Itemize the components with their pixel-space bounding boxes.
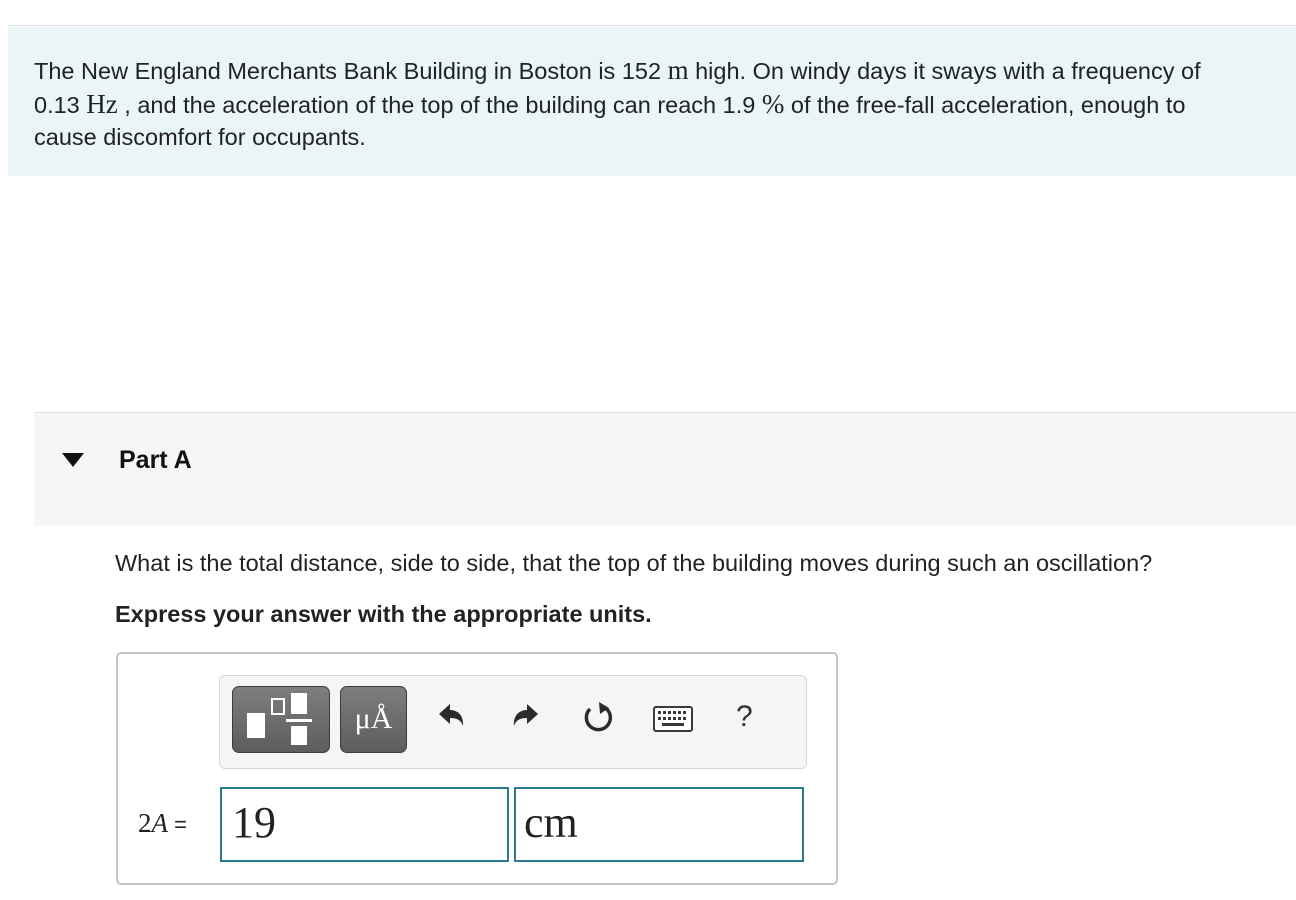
answer-label-equals: = xyxy=(168,812,187,837)
part-title: Part A xyxy=(119,446,192,474)
answer-label-variable: A xyxy=(151,808,168,838)
templates-button[interactable] xyxy=(232,686,330,753)
question-text: What is the total distance, side to side, that the top of the building moves during such an oscillation? xyxy=(115,550,1153,576)
undo-icon[interactable] xyxy=(433,701,467,737)
collapse-caret-icon[interactable] xyxy=(62,453,84,467)
top-divider xyxy=(8,25,1296,26)
templates-icon xyxy=(232,686,330,753)
unit-hertz: Hz xyxy=(86,88,118,119)
keyboard-icon[interactable] xyxy=(653,706,693,734)
problem-text-4: of the free-fall acceleration, enough to cause discomfort for occupants. xyxy=(34,91,1186,150)
answer-label xyxy=(138,808,187,839)
help-icon[interactable]: ? xyxy=(736,700,753,733)
problem-text-2: high. On windy days it sways with a frequency of 0.13 xyxy=(34,58,1201,118)
reset-icon[interactable] xyxy=(581,699,617,737)
redo-icon[interactable] xyxy=(510,701,544,737)
part-a-header[interactable] xyxy=(34,413,1296,526)
answer-label-coefficient: 2 xyxy=(138,808,152,838)
value-input[interactable]: 19 xyxy=(220,787,509,862)
problem-text-3: , and the acceleration of the top of the building can reach 1.9 xyxy=(117,91,762,118)
problem-text-1: The New England Merchants Bank Building in Boston is 152 xyxy=(34,58,668,84)
units-button[interactable] xyxy=(340,686,407,753)
unit-percent: % xyxy=(761,88,785,119)
units-icon: μÅ xyxy=(354,702,393,735)
math-toolbar xyxy=(219,675,807,769)
unit-meters: m xyxy=(667,55,689,85)
unit-input[interactable]: cm xyxy=(514,787,804,862)
instruction-text: Express your answer with the appropriate units. xyxy=(115,601,652,627)
problem-intro xyxy=(8,27,1296,176)
answer-panel xyxy=(116,652,838,885)
